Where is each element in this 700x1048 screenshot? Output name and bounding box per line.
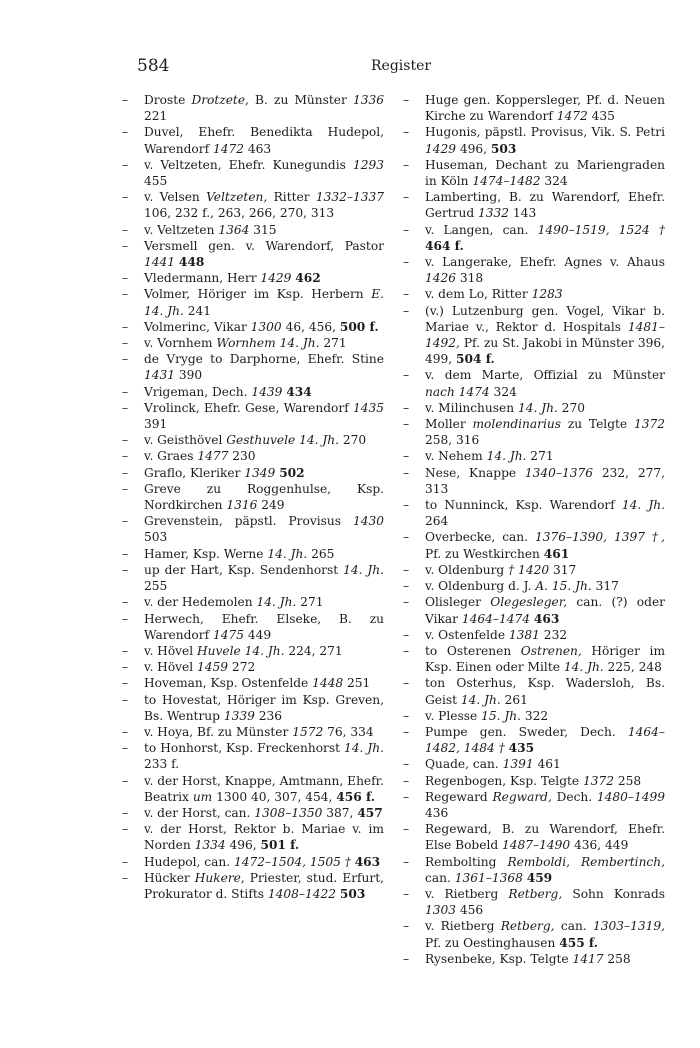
entry-text: Hudepol, can. 1472–1504, 1505 † 463	[144, 854, 381, 869]
entry-dash: –	[403, 368, 410, 383]
entry-text: v. Oldenburg d. J. A. 15. Jh. 317	[425, 579, 619, 594]
entry-dash: –	[122, 465, 129, 480]
entry-dash: –	[403, 465, 410, 480]
entry-dash: –	[122, 773, 129, 788]
entry-text: v. Langerake, Ehefr. Agnes v. Ahaus 1426 318	[425, 255, 665, 286]
entry-text: Pumpe gen. Sweder, Dech. 1464–1482, 1484 † 435	[425, 724, 665, 756]
entry-dash: –	[403, 919, 410, 934]
entry-dash: –	[122, 562, 129, 577]
register-entry	[403, 157, 665, 189]
entry-dash: –	[403, 157, 410, 172]
entry-dash: –	[122, 514, 129, 529]
entry-dash: –	[403, 579, 410, 594]
entry-text: v. Veltzeten, Ehefr. Kunegundis 1293 455	[144, 157, 384, 189]
register-entry	[122, 335, 384, 351]
entry-dash: –	[403, 255, 410, 270]
entry-dash: –	[403, 708, 410, 723]
entry-text: v. Graes 1477 230	[144, 449, 256, 464]
register-entry	[403, 789, 665, 821]
entry-text: v. Nehem 14. Jh. 271	[425, 449, 554, 464]
register-entry	[403, 886, 665, 918]
register-entry	[403, 821, 665, 853]
register-entry	[122, 319, 384, 335]
entry-text: v. Rietberg Retberg, Sohn Konrads 1303 456	[425, 886, 666, 918]
entry-text: v. Veltzeten 1364 315	[144, 222, 277, 237]
entry-dash: –	[122, 870, 129, 885]
register-entry	[403, 529, 665, 561]
register-entry	[122, 189, 384, 221]
entry-text: to Hovestat, Höriger im Ksp. Greven, Bs. Wentrup 1339 236	[144, 692, 384, 723]
entry-text: Volmerinc, Vikar 1300 46, 456, 500 f.	[144, 319, 379, 334]
register-entry	[403, 124, 665, 156]
register-entry	[403, 756, 665, 772]
entry-text: v. Rietberg Retberg, can. 1303–1319, Pf. zu Oestinghausen 455 f.	[425, 919, 665, 950]
entry-dash: –	[122, 271, 129, 286]
entry-text: Grevenstein, päpstl. Provisus 1430 503	[144, 514, 384, 545]
register-entry	[403, 222, 665, 254]
entry-text: v. dem Lo, Ritter 1283	[425, 287, 563, 302]
entry-dash: –	[122, 546, 129, 561]
entry-text: v. Vornhem Wornhem 14. Jh. 271	[144, 336, 347, 351]
entry-text: v. Hoya, Bf. zu Münster 1572 76, 334	[144, 724, 374, 739]
entry-dash: –	[403, 222, 410, 237]
entry-dash: –	[122, 400, 129, 415]
entry-dash: –	[122, 449, 129, 464]
entry-dash: –	[403, 951, 410, 966]
entry-text: ton Osterhus, Ksp. Wadersloh, Bs. Geist 14. Jh. 261	[425, 676, 665, 707]
register-entry	[403, 254, 665, 286]
register-entry	[122, 870, 384, 902]
entry-dash: –	[403, 93, 410, 107]
register-entry	[122, 611, 384, 643]
register-entry	[122, 92, 384, 124]
running-head: Register	[371, 58, 432, 74]
entry-dash: –	[403, 287, 410, 302]
entry-dash: –	[122, 481, 129, 496]
register-entry	[403, 627, 665, 643]
entry-dash: –	[122, 238, 129, 253]
register-entry	[403, 675, 665, 707]
entry-text: Droste Drotzete, B. zu Münster 1336 221	[144, 93, 384, 124]
register-entry	[403, 854, 665, 886]
register-entry	[403, 724, 665, 756]
register-entry	[122, 821, 384, 853]
entry-dash: –	[403, 595, 410, 610]
entry-text: de Vryge to Darphorne, Ehefr. Stine 1431 390	[144, 352, 384, 383]
entry-dash: –	[403, 757, 410, 772]
entry-dash: –	[403, 400, 410, 415]
register-entry	[122, 805, 384, 821]
entry-dash: –	[403, 724, 410, 739]
entry-dash: –	[122, 741, 129, 756]
entry-text: v. der Hedemolen 14. Jh. 271	[144, 595, 324, 610]
entry-text: v. der Horst, can. 1308–1350 387, 457	[144, 805, 383, 820]
entry-dash: –	[403, 449, 410, 464]
entry-dash: –	[403, 854, 410, 869]
register-entry	[122, 465, 384, 481]
register-entry	[403, 465, 665, 497]
entry-dash: –	[403, 125, 410, 140]
entry-text: Regeward, B. zu Warendorf, Ehefr. Else Bobeld 1487–1490 436, 449	[425, 822, 665, 853]
register-column-left	[122, 92, 384, 902]
register-entry	[122, 643, 384, 659]
register-entry	[122, 740, 384, 772]
register-entry	[122, 692, 384, 724]
entry-text: up der Hart, Ksp. Sendenhorst 14. Jh. 255	[144, 562, 384, 594]
entry-dash: –	[122, 222, 129, 237]
entry-dash: –	[122, 611, 129, 626]
entry-dash: –	[122, 352, 129, 367]
register-entry	[403, 951, 665, 967]
page-number: 584	[137, 56, 170, 76]
entry-text: Lamberting, B. zu Warendorf, Ehefr. Gertrud 1332 143	[425, 190, 665, 221]
register-entry	[122, 270, 384, 286]
entry-text: Duvel, Ehefr. Benedikta Hudepol, Warendorf 1472 463	[144, 125, 384, 156]
entry-dash: –	[122, 660, 129, 675]
entry-dash: –	[122, 724, 129, 739]
entry-dash: –	[122, 190, 129, 205]
entry-text: v. Milinchusen 14. Jh. 270	[425, 400, 585, 415]
register-entry	[403, 578, 665, 594]
entry-text: Versmell gen. v. Warendorf, Pastor 1441 448	[144, 238, 384, 270]
entry-text: Rembolting Remboldi, Rembertinch, can. 1361–1368 459	[425, 854, 665, 885]
entry-dash: –	[122, 433, 129, 448]
entry-dash: –	[122, 643, 129, 658]
entry-text: Rysenbeke, Ksp. Telgte 1417 258	[425, 951, 631, 966]
entry-text: Vrigeman, Dech. 1439 434	[144, 384, 312, 399]
register-column-right	[403, 92, 665, 967]
register-entry	[403, 400, 665, 416]
entry-dash: –	[403, 190, 410, 205]
entry-dash: –	[122, 287, 129, 302]
register-entry	[403, 367, 665, 399]
entry-dash: –	[122, 319, 129, 334]
entry-text: to Honhorst, Ksp. Freckenhorst 14. Jh. 233 f.	[144, 741, 384, 772]
register-entry	[122, 562, 384, 594]
entry-dash: –	[403, 498, 410, 513]
register-entry	[403, 773, 665, 789]
register-entry	[403, 497, 665, 529]
entry-text: Moller molendinarius zu Telgte 1372 258, 316	[425, 417, 665, 448]
register-entry	[122, 351, 384, 383]
entry-text: Hoveman, Ksp. Ostenfelde 1448 251	[144, 676, 371, 691]
entry-text: Regeward Regward, Dech. 1480–1499 436	[425, 789, 665, 820]
entry-text: v. der Horst, Rektor b. Mariae v. im Norden 1334 496, 501 f.	[144, 822, 384, 853]
entry-text: Graflo, Kleriker 1349 502	[144, 465, 305, 480]
register-entry	[122, 659, 384, 675]
register-entry	[403, 303, 665, 368]
entry-text: Huge gen. Koppersleger, Pf. d. Neuen Kirche zu Warendorf 1472 435	[425, 93, 665, 124]
entry-text: v. der Horst, Knappe, Amtmann, Ehefr. Beatrix um 1300 40, 307, 454, 456 f.	[144, 773, 384, 804]
entry-dash: –	[403, 417, 410, 432]
entry-dash: –	[122, 157, 129, 172]
entry-text: Nese, Knappe 1340–1376 232, 277, 313	[425, 465, 665, 496]
entry-dash: –	[403, 303, 410, 318]
register-entry	[122, 594, 384, 610]
entry-text: Regenbogen, Ksp. Telgte 1372 258	[425, 773, 642, 788]
entry-dash: –	[403, 643, 410, 658]
entry-dash: –	[403, 886, 410, 901]
register-entry	[122, 675, 384, 691]
entry-text: Vledermann, Herr 1429 462	[144, 271, 321, 286]
entry-dash: –	[122, 595, 129, 610]
entry-dash: –	[122, 384, 129, 399]
entry-text: to Nunninck, Ksp. Warendorf 14. Jh. 264	[425, 498, 665, 529]
entry-text: v. Oldenburg † 1420 317	[425, 562, 577, 577]
entry-text: v. Hövel Huvele 14. Jh. 224, 271	[144, 643, 343, 658]
entry-text: v. Plesse 15. Jh. 322	[425, 708, 549, 723]
entry-dash: –	[122, 336, 129, 351]
entry-text: v. Ostenfelde 1381 232	[425, 627, 568, 642]
register-entry	[403, 448, 665, 464]
entry-dash: –	[122, 692, 129, 707]
register-entry	[122, 432, 384, 448]
register-entry	[122, 724, 384, 740]
register-entry	[403, 286, 665, 302]
register-entry	[403, 416, 665, 448]
register-entry	[122, 448, 384, 464]
entry-dash: –	[403, 822, 410, 837]
entry-text: Herwech, Ehefr. Elseke, B. zu Warendorf 1475 449	[144, 611, 384, 642]
entry-text: Olisleger Olegesleger, can. (?) oder Vikar 1464–1474 463	[425, 595, 665, 626]
entry-text: Volmer, Höriger im Ksp. Herbern E. 14. Jh. 241	[144, 287, 384, 318]
entry-dash: –	[122, 125, 129, 140]
register-entry	[403, 562, 665, 578]
register-entry	[122, 481, 384, 513]
entry-text: (v.) Lutzenburg gen. Vogel, Vikar b. Mariae v., Rektor d. Hospitals 1481–1492, Pf. zu St. Jakobi in Münster 396, 499, 504 f.	[425, 303, 665, 367]
register-entry	[122, 384, 384, 400]
register-entry	[403, 594, 665, 626]
entry-text: Quade, can. 1391 461	[425, 757, 561, 772]
register-entry	[122, 124, 384, 156]
entry-dash: –	[122, 676, 129, 691]
entry-text: Huseman, Dechant zu Mariengraden in Köln 1474–1482 324	[425, 157, 665, 189]
register-entry	[122, 546, 384, 562]
entry-dash: –	[122, 93, 129, 107]
entry-text: v. dem Marte, Offizial zu Münster nach 1474 324	[425, 368, 665, 399]
entry-text: Overbecke, can. 1376–1390, 1397 †, Pf. zu Westkirchen 461	[425, 530, 665, 561]
register-entry	[403, 189, 665, 221]
register-entry	[122, 854, 384, 870]
entry-dash: –	[403, 789, 410, 804]
register-entry	[122, 773, 384, 805]
register-entry	[403, 643, 665, 675]
register-entry	[403, 92, 665, 124]
entry-dash: –	[122, 854, 129, 869]
entry-dash: –	[122, 822, 129, 837]
register-entry	[122, 400, 384, 432]
entry-dash: –	[403, 773, 410, 788]
entry-dash: –	[403, 627, 410, 642]
entry-text: Hamer, Ksp. Werne 14. Jh. 265	[144, 546, 335, 561]
entry-text: v. Geisthövel Gesthuvele 14. Jh. 270	[144, 433, 367, 448]
entry-dash: –	[403, 562, 410, 577]
register-entry	[122, 513, 384, 545]
entry-dash: –	[403, 676, 410, 691]
entry-text: Vrolinck, Ehefr. Gese, Warendorf 1435 391	[144, 400, 384, 432]
register-entry	[122, 238, 384, 270]
register-entry	[122, 222, 384, 238]
entry-text: Hugonis, päpstl. Provisus, Vik. S. Petri 1429 496, 503	[425, 125, 665, 156]
entry-text: Greve zu Roggenhulse, Ksp. Nordkirchen 1316 249	[144, 481, 384, 513]
register-entry	[122, 157, 384, 189]
entry-dash: –	[122, 805, 129, 820]
entry-text: Hücker Hukere, Priester, stud. Erfurt, Prokurator d. Stifts 1408–1422 503	[144, 870, 384, 901]
entry-text: v. Hövel 1459 272	[144, 660, 256, 675]
register-entry	[122, 286, 384, 318]
entry-text: v. Velsen Veltzeten, Ritter 1332–1337 106, 232 f., 263, 266, 270, 313	[144, 190, 385, 221]
entry-text: to Osterenen Ostrenen, Höriger im Ksp. Einen oder Milte 14. Jh. 225, 248	[425, 643, 665, 675]
entry-dash: –	[403, 530, 410, 545]
entry-text: v. Langen, can. 1490–1519, 1524 † 464 f.	[425, 222, 665, 253]
register-entry	[403, 918, 665, 950]
register-entry	[403, 708, 665, 724]
